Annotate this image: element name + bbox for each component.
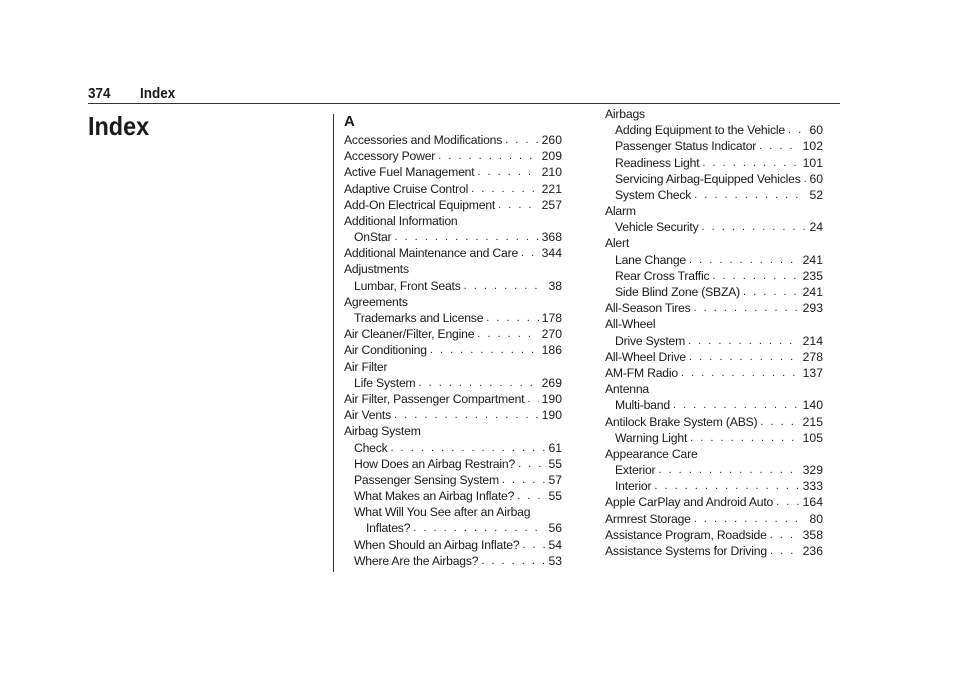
dot-leader	[804, 171, 807, 187]
index-entry	[605, 446, 823, 462]
dot-leader	[770, 543, 800, 559]
index-entry-page: 56	[548, 521, 562, 536]
dot-leader	[712, 268, 799, 284]
index-entry-text: Agreements	[344, 294, 408, 309]
index-entry-text: Appearance Care	[605, 446, 698, 461]
index-entry-page: 60	[809, 123, 823, 138]
index-entry-page: 269	[541, 375, 562, 390]
index-entry	[605, 381, 823, 397]
dot-leader	[694, 187, 806, 203]
index-entry	[344, 229, 562, 245]
index-column-1	[344, 112, 562, 569]
dot-leader	[391, 440, 546, 456]
index-entry-page: 137	[802, 365, 823, 380]
section-letter: A	[344, 113, 355, 130]
index-entry	[605, 478, 823, 494]
index-entry	[344, 375, 562, 391]
index-entry-page: 358	[802, 527, 823, 542]
header-rule	[88, 103, 840, 104]
index-entry-text: Apple CarPlay and Android Auto	[605, 495, 774, 510]
index-entry-page: 60	[809, 171, 823, 186]
dot-leader	[481, 553, 545, 569]
index-entry	[344, 342, 562, 358]
index-entry-text: Trademarks and License	[354, 311, 484, 326]
dot-leader	[418, 375, 538, 391]
index-entry-text: Accessories and Modifications	[344, 132, 503, 147]
index-entry	[344, 181, 562, 197]
index-entry	[605, 252, 823, 268]
index-entry-page: 333	[802, 479, 823, 494]
index-entry-text: Adjustments	[344, 262, 409, 277]
index-entry-text: All-Wheel	[605, 317, 656, 332]
index-entry	[605, 333, 823, 349]
dot-leader	[498, 197, 539, 213]
dot-leader	[690, 430, 800, 446]
index-entry	[344, 407, 562, 423]
index-entry-page: 235	[802, 268, 823, 283]
index-entry	[605, 171, 823, 187]
index-entry-page: 55	[548, 489, 562, 504]
index-entry-page: 61	[548, 440, 562, 455]
index-entry	[605, 349, 823, 365]
index-entry	[605, 203, 823, 219]
dot-leader	[521, 245, 539, 261]
index-entry-page: 105	[802, 430, 823, 445]
dot-leader	[776, 494, 800, 510]
index-entry	[344, 359, 562, 375]
index-entry	[605, 300, 823, 316]
index-entry	[344, 440, 562, 456]
index-entry-page: 164	[802, 495, 823, 510]
index-entry-text: Exterior	[615, 463, 656, 478]
dot-leader	[689, 252, 800, 268]
index-entry	[605, 236, 823, 252]
index-entry-page: 38	[548, 278, 562, 293]
index-entry-page: 190	[541, 408, 562, 423]
dot-leader	[471, 181, 539, 197]
index-entry	[344, 553, 562, 569]
index-entry	[605, 397, 823, 413]
index-entry	[344, 456, 562, 472]
index-entry-page: 53	[548, 553, 562, 568]
index-entry	[605, 219, 823, 235]
index-entry-text: Servicing Airbag-Equipped Vehicles	[615, 171, 801, 186]
index-entry-text: Where Are the Airbags?	[354, 553, 479, 568]
dot-leader	[517, 488, 545, 504]
index-entry	[344, 488, 562, 504]
index-entry	[605, 511, 823, 527]
index-entry-page: 102	[802, 139, 823, 154]
index-entry-text: Antilock Brake System (ABS)	[605, 414, 758, 429]
index-entry-page: 241	[802, 252, 823, 267]
dot-leader	[394, 229, 538, 245]
dot-leader	[702, 219, 807, 235]
index-entry	[344, 391, 562, 407]
index-entry-text: Air Vents	[344, 408, 391, 423]
index-entry-text: All-Wheel Drive	[605, 349, 686, 364]
index-entry-text: Inflates?	[366, 521, 411, 536]
index-entry-page: 140	[802, 398, 823, 413]
index-entry	[344, 504, 562, 520]
dot-leader	[527, 391, 538, 407]
dot-leader	[759, 138, 800, 154]
index-entry-text: Assistance Program, Roadside	[605, 527, 767, 542]
dot-leader	[694, 300, 800, 316]
dot-leader	[394, 407, 539, 423]
dot-leader	[477, 326, 538, 342]
index-entry-text: Air Filter, Passenger Compartment	[344, 391, 525, 406]
dot-leader	[689, 349, 800, 365]
index-entry-text: Interior	[615, 479, 652, 494]
index-entry-text: Drive System	[615, 333, 686, 348]
index-entry-page: 24	[809, 220, 823, 235]
index-entry-text: Airbags	[605, 106, 645, 121]
index-entry-text: Airbag System	[344, 424, 421, 439]
index-entry-page: 368	[541, 230, 562, 245]
index-entry	[605, 365, 823, 381]
dot-leader	[788, 122, 806, 138]
index-entry-text: AM-FM Radio	[605, 365, 678, 380]
index-entry-text: Air Filter	[344, 359, 388, 374]
dot-leader	[518, 456, 545, 472]
index-entry	[605, 495, 823, 511]
index-entry	[605, 430, 823, 446]
index-entry-text: System Check	[615, 187, 692, 202]
index-entry-page: 214	[802, 333, 823, 348]
index-entry-text: Adding Equipment to the Vehicle	[615, 123, 785, 138]
dot-leader	[438, 148, 539, 164]
index-entry-text: Active Fuel Management	[344, 165, 475, 180]
index-entry-text: Accessory Power	[344, 149, 436, 164]
index-entry	[344, 423, 562, 439]
index-entry-text: Lumbar, Front Seats	[354, 278, 461, 293]
index-entry-text: Passenger Sensing System	[354, 472, 499, 487]
index-entry-page: 101	[802, 155, 823, 170]
index-entry-text: Adaptive Cruise Control	[344, 181, 469, 196]
page-number: 374	[88, 85, 111, 102]
index-entry-text: Air Cleaner/Filter, Engine	[344, 327, 475, 342]
index-entry	[344, 213, 562, 229]
index-entry-text: Readiness Light	[615, 155, 700, 170]
index-entry	[344, 132, 562, 148]
index-entry-text: Multi-band	[615, 398, 670, 413]
index-entry-text: Add-On Electrical Equipment	[344, 197, 496, 212]
index-entry-page: 210	[541, 165, 562, 180]
index-entry-text: Side Blind Zone (SBZA)	[615, 285, 740, 300]
index-column-2	[605, 106, 823, 559]
dot-leader	[688, 333, 800, 349]
index-entry-text: Additional Information	[344, 213, 458, 228]
index-entry-text: OnStar	[354, 230, 392, 245]
index-entry-text: Antenna	[605, 382, 650, 397]
index-entry	[605, 543, 823, 559]
index-entry	[344, 262, 562, 278]
column-divider	[333, 114, 334, 572]
index-entry-text: What Makes an Airbag Inflate?	[354, 489, 515, 504]
index-entry-text: Rear Cross Traffic	[615, 268, 710, 283]
index-entry-page: 209	[541, 149, 562, 164]
index-entry-page: 293	[802, 301, 823, 316]
index-entry-page: 257	[541, 197, 562, 212]
index-entry-page: 329	[802, 463, 823, 478]
index-entry-page: 215	[802, 414, 823, 429]
dot-leader	[694, 511, 807, 527]
index-entry-page: 236	[802, 544, 823, 559]
index-entry-text: Lane Change	[615, 252, 686, 267]
index-entry-text: Assistance Systems for Driving	[605, 544, 767, 559]
index-entry	[344, 472, 562, 488]
index-entry	[605, 187, 823, 203]
index-entry-text: Additional Maintenance and Care	[344, 246, 519, 261]
index-entry-text: When Should an Airbag Inflate?	[354, 537, 520, 552]
index-entry	[605, 122, 823, 138]
index-entry	[605, 414, 823, 430]
index-entry-page: 344	[541, 246, 562, 261]
dot-leader	[486, 310, 538, 326]
index-entry	[605, 527, 823, 543]
dot-leader	[477, 164, 538, 180]
index-entry	[344, 521, 562, 537]
index-entry	[605, 268, 823, 284]
dot-leader	[505, 132, 539, 148]
index-entry-text: Armrest Storage	[605, 511, 691, 526]
index-entry	[344, 164, 562, 180]
dot-leader	[760, 414, 799, 430]
index-entry	[344, 310, 562, 326]
index-entry-page: 186	[541, 343, 562, 358]
index-entry-text: Alert	[605, 236, 630, 251]
index-entry	[344, 245, 562, 261]
index-entry	[344, 197, 562, 213]
dot-leader	[702, 155, 799, 171]
dot-leader	[413, 520, 545, 536]
index-entry	[605, 138, 823, 154]
index-entry-page: 52	[809, 187, 823, 202]
dot-leader	[681, 365, 800, 381]
index-entry-page: 260	[541, 132, 562, 147]
index-entry	[605, 284, 823, 300]
dot-leader	[502, 472, 546, 488]
index-entry	[344, 294, 562, 310]
running-head: Index	[140, 85, 176, 102]
index-entry-text: Check	[354, 440, 388, 455]
index-entry-page: 270	[541, 327, 562, 342]
index-entry	[605, 462, 823, 478]
dot-leader	[658, 462, 799, 478]
dot-leader	[464, 278, 546, 294]
index-entry	[344, 326, 562, 342]
index-entry-page: 57	[548, 472, 562, 487]
index-entry	[344, 148, 562, 164]
dot-leader	[673, 397, 800, 413]
index-entry	[344, 537, 562, 553]
index-entry-page: 241	[802, 285, 823, 300]
index-entry	[605, 316, 823, 332]
index-entry-text: What Will You See after an Airbag	[354, 505, 531, 520]
index-entry-text: Warning Light	[615, 430, 688, 445]
index-entry-page: 221	[541, 181, 562, 196]
index-entry-page: 190	[541, 391, 562, 406]
index-entry	[344, 278, 562, 294]
index-entry-page: 54	[548, 537, 562, 552]
index-entry	[605, 155, 823, 171]
index-entry-text: Passenger Status Indicator	[615, 139, 757, 154]
dot-leader	[522, 537, 545, 553]
index-entry-text: Vehicle Security	[615, 220, 699, 235]
dot-leader	[430, 342, 539, 358]
index-entry-page: 80	[809, 511, 823, 526]
index-entry-page: 178	[541, 311, 562, 326]
dot-leader	[743, 284, 800, 300]
index-entry	[605, 106, 823, 122]
index-entry-text: How Does an Airbag Restrain?	[354, 456, 516, 471]
index-entry-text: Life System	[354, 375, 416, 390]
index-entry-text: All-Season Tires	[605, 301, 691, 316]
page-title: Index	[88, 111, 150, 141]
index-entry-text: Alarm	[605, 204, 636, 219]
index-entry-text: Air Conditioning	[344, 343, 427, 358]
index-entry-page: 55	[548, 456, 562, 471]
dot-leader	[770, 527, 800, 543]
index-entry-page: 278	[802, 349, 823, 364]
dot-leader	[654, 478, 799, 494]
